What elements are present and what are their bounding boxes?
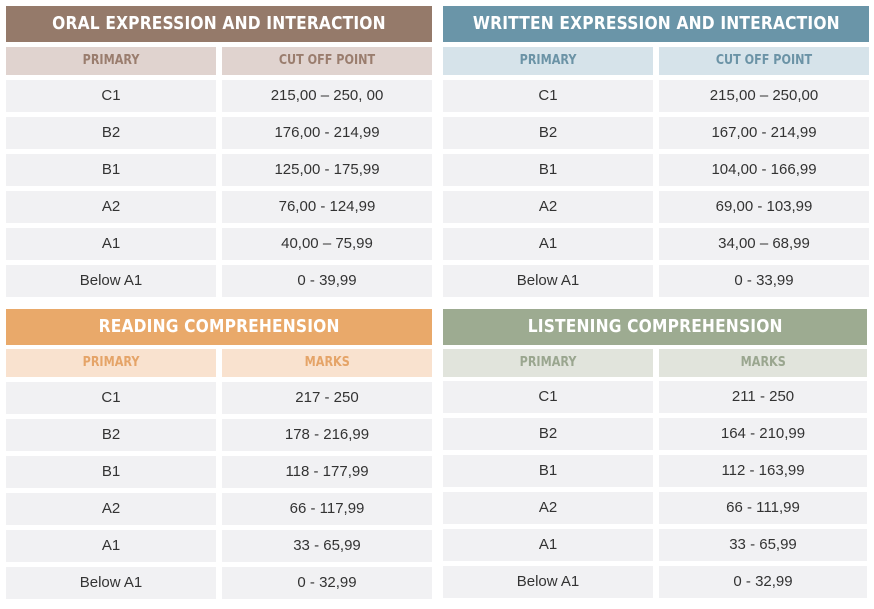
row-score-cell: 118 - 177,99 bbox=[222, 456, 432, 488]
row-score-cell: 0 - 33,99 bbox=[659, 265, 869, 297]
row-level-cell: B1 bbox=[443, 455, 653, 487]
column-header-score bbox=[659, 349, 867, 377]
row-score-cell: 40,00 – 75,99 bbox=[222, 228, 432, 260]
row-level-cell: Below A1 bbox=[6, 265, 216, 297]
row-level-cell: C1 bbox=[6, 382, 216, 414]
row-score-cell: 0 - 32,99 bbox=[222, 567, 432, 599]
column-header-text: PRIMARY bbox=[519, 355, 577, 370]
row-score-cell: 104,00 - 166,99 bbox=[659, 154, 869, 186]
row-level-cell: B1 bbox=[6, 154, 216, 186]
table-title-text: LISTENING COMPREHENSION bbox=[527, 316, 783, 337]
reading-comprehension-table bbox=[6, 309, 432, 609]
row-score-cell: 0 - 39,99 bbox=[222, 265, 432, 297]
row-score-cell: 33 - 65,99 bbox=[659, 529, 867, 561]
row-level-cell: A2 bbox=[443, 492, 653, 524]
row-score-cell: 66 - 117,99 bbox=[222, 493, 432, 525]
column-header-primary bbox=[6, 349, 216, 377]
written-expression-table bbox=[443, 6, 869, 306]
row-score-cell: 167,00 - 214,99 bbox=[659, 117, 869, 149]
row-score-cell: 0 - 32,99 bbox=[659, 566, 867, 598]
written-expression-title bbox=[443, 6, 869, 42]
column-header-text: PRIMARY bbox=[519, 53, 577, 68]
row-level-cell: C1 bbox=[6, 80, 216, 112]
row-level-cell: C1 bbox=[443, 80, 653, 112]
row-level-cell: A2 bbox=[443, 191, 653, 223]
row-score-cell: 34,00 – 68,99 bbox=[659, 228, 869, 260]
row-level-cell: A1 bbox=[6, 530, 216, 562]
row-level-cell: B2 bbox=[443, 418, 653, 450]
row-score-cell: 217 - 250 bbox=[222, 382, 432, 414]
row-score-cell: 164 - 210,99 bbox=[659, 418, 867, 450]
row-score-cell: 215,00 – 250,00 bbox=[659, 80, 869, 112]
row-level-cell: B2 bbox=[6, 117, 216, 149]
row-level-cell: A2 bbox=[6, 493, 216, 525]
oral-expression-table bbox=[6, 6, 432, 306]
row-score-cell: 211 - 250 bbox=[659, 381, 867, 413]
table-title-text: READING COMPREHENSION bbox=[98, 316, 340, 337]
row-level-cell: B2 bbox=[6, 419, 216, 451]
row-score-cell: 125,00 - 175,99 bbox=[222, 154, 432, 186]
row-level-cell: B1 bbox=[6, 456, 216, 488]
row-level-cell: A1 bbox=[443, 228, 653, 260]
row-score-cell: 76,00 - 124,99 bbox=[222, 191, 432, 223]
row-level-cell: B2 bbox=[443, 117, 653, 149]
column-header-primary bbox=[443, 349, 653, 377]
row-level-cell: A1 bbox=[443, 529, 653, 561]
row-level-cell: C1 bbox=[443, 381, 653, 413]
row-level-cell: A1 bbox=[6, 228, 216, 260]
row-score-cell: 178 - 216,99 bbox=[222, 419, 432, 451]
listening-comprehension-table bbox=[443, 309, 867, 609]
oral-expression-title bbox=[6, 6, 432, 42]
row-level-cell: Below A1 bbox=[6, 567, 216, 599]
column-header-text: CUT OFF POINT bbox=[278, 53, 376, 68]
column-header-score bbox=[222, 47, 432, 75]
table-title-text: WRITTEN EXPRESSION AND INTERACTION bbox=[472, 13, 840, 34]
column-header-score bbox=[222, 349, 432, 377]
column-header-text: PRIMARY bbox=[82, 355, 140, 370]
column-header-primary bbox=[6, 47, 216, 75]
table-title-text: ORAL EXPRESSION AND INTERACTION bbox=[52, 13, 386, 34]
row-level-cell: A2 bbox=[6, 191, 216, 223]
row-level-cell: Below A1 bbox=[443, 566, 653, 598]
column-header-text: PRIMARY bbox=[82, 53, 140, 68]
column-header-text: MARKS bbox=[304, 355, 350, 370]
listening-comprehension-title bbox=[443, 309, 867, 345]
column-header-primary bbox=[443, 47, 653, 75]
column-header-score bbox=[659, 47, 869, 75]
column-header-text: MARKS bbox=[740, 355, 786, 370]
row-score-cell: 215,00 – 250, 00 bbox=[222, 80, 432, 112]
row-level-cell: Below A1 bbox=[443, 265, 653, 297]
row-score-cell: 176,00 - 214,99 bbox=[222, 117, 432, 149]
row-score-cell: 33 - 65,99 bbox=[222, 530, 432, 562]
row-score-cell: 66 - 111,99 bbox=[659, 492, 867, 524]
row-score-cell: 69,00 - 103,99 bbox=[659, 191, 869, 223]
column-header-text: CUT OFF POINT bbox=[715, 53, 813, 68]
reading-comprehension-title bbox=[6, 309, 432, 345]
row-level-cell: B1 bbox=[443, 154, 653, 186]
row-score-cell: 112 - 163,99 bbox=[659, 455, 867, 487]
